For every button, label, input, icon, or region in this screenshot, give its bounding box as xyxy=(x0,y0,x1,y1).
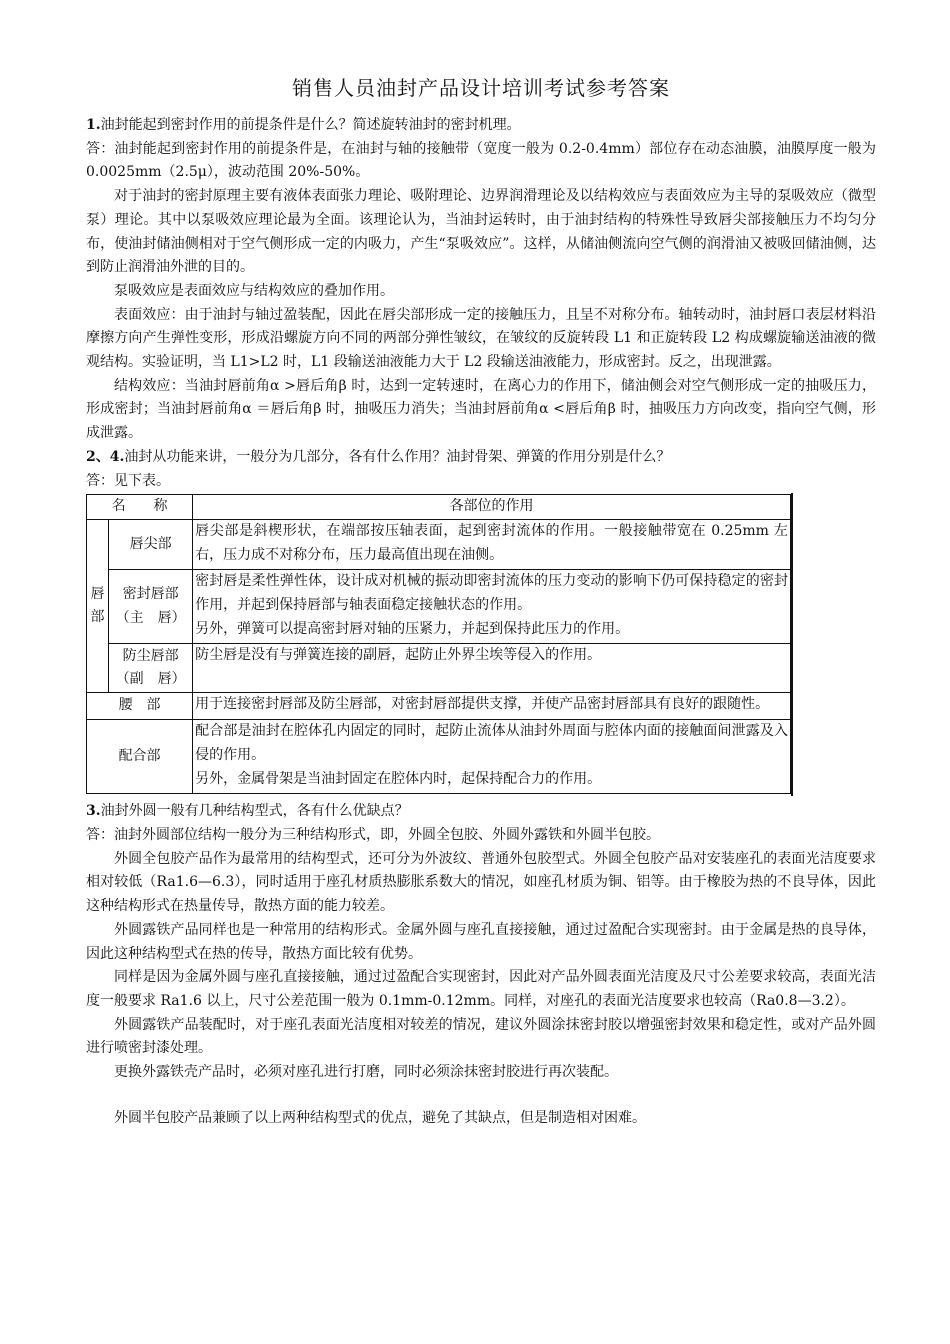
table-row xyxy=(87,720,791,794)
table-row xyxy=(87,519,791,569)
question-1-number: 1. xyxy=(86,117,101,133)
answer-3-para-5: 外圆露铁产品装配时，对于座孔表面光洁度相对较差的情况，建议外圆涂抹密封胶以增强密封效果和稳定性，或对产品外圆进行喷密封漆处理。 xyxy=(86,1016,876,1057)
row-desc xyxy=(193,519,791,569)
parts-table xyxy=(86,494,791,794)
answer-2: 答：见下表。 xyxy=(86,472,170,489)
answer-3-para-2: 外圆全包胶产品作为最常用的结构型式，还可分为外波纹、普通外包胶型式。外圆全包胶产品对安装座孔的表面光洁度要求相对较低（Ra1.6—6.3），同时适用于座孔材质热膨胀系数大的情况，如座孔材质为铜、铝等。由于橡胶为热的不良导体，因此这种结构形式在热量传导，散热方面的能力较差。 xyxy=(86,850,876,915)
row-desc xyxy=(193,693,791,720)
row-name: 腰 部 xyxy=(87,693,193,720)
row-name: 防尘唇部（副 唇） xyxy=(109,644,193,693)
row-desc-line: 配合部是油封在腔体孔内固定的同时，起防止流体从油封外周面与腔体内面的接触面间泄露及入侵的作用。 xyxy=(195,723,788,763)
row-desc xyxy=(193,644,791,693)
row-name: 密封唇部（主 唇） xyxy=(109,570,193,644)
question-1-text: 油封能起到密封作用的前提条件是什么？简述旋转油封的密封机理。 xyxy=(100,117,521,133)
table-row xyxy=(87,570,791,644)
row-name: 唇尖部 xyxy=(109,519,193,569)
lip-group-label: 唇部 xyxy=(90,585,105,625)
row-desc-line: 唇尖部是斜楔形状，在端部按压轴表面，起到密封流体的作用。一般接触带宽在 0.25mm 左右，压力成不对称分布，压力最高值出现在油侧。 xyxy=(195,522,788,563)
page-title: 销售人员油封产品设计培训考试参考答案 xyxy=(292,76,670,100)
row-desc-line: 防尘唇是没有与弹簧连接的副唇，起防止外界尘埃等侵入的作用。 xyxy=(195,647,602,664)
table-row xyxy=(87,693,791,720)
answer-3-para-1: 答：油封外圆部位结构一般分为三种结构形式，即，外圆全包胶、外圆外露铁和外圆半包胶。 xyxy=(86,826,660,843)
answer-1-para-2: 对于油封的密封原理主要有液体表面张力理论、吸附理论、边界润滑理论及以结构效应与表面效应为主导的泵吸效应（微型泵）理论。其中以泵吸效应理论最为全面。该理论认为，当油封运转时，由于油封结构的特殊性导致唇尖部接触压力不均匀分布，使油封储油侧相对于空气侧形成一定的内吸力，产生“泵吸效应”。这样，从储油侧流向空气侧的润滑油又被吸回储油侧，达到防止润滑油外泄的目的。 xyxy=(86,188,876,276)
answer-3-para-7: 外圆半包胶产品兼顾了以上两种结构型式的优点，避免了其缺点，但是制造相对困难。 xyxy=(114,1109,646,1126)
answer-3-para-3: 外圆露铁产品同样也是一种常用的结构形式。金属外圆与座孔直接接触，通过过盈配合实现密封。由于金属是热的良导体，因此这种结构型式在热的传导，散热方面比较有优势。 xyxy=(86,921,876,962)
answer-1-para-5: 结构效应：当油封唇前角α >唇后角β 时，达到一定转速时，在离心力的作用下，储油侧会对空气侧形成一定的抽吸压力，形成密封；当油封唇前角α ＝唇后角β 时，抽吸压力消失；当油封唇前角α <唇后角β 时，抽吸压力方向改变，指向空气侧，形成泄露。 xyxy=(86,377,876,442)
question-3 xyxy=(86,800,876,824)
answer-3-para-6: 更换外露铁壳产品时，必须对座孔进行打磨，同时必须涂抹密封胶进行再次装配。 xyxy=(114,1064,618,1081)
answer-1-para-4: 表面效应：由于油封与轴过盈装配，因此在唇尖部形成一定的接触压力，且呈不对称分布。轴转动时，油封唇口表层材料沿摩擦方向产生弹性变形，形成沿螺旋方向不同的两部分弹性皱纹，在皱纹的反旋转段 L1 和正旋转段 L2 构成螺旋输送油液的微观结构。实验证明，当 L1>L2 时，L1 段输送油液能力大于 L2 段输送油液能力，形成密封。反之，出现泄露。 xyxy=(86,306,876,371)
paragraph-gap xyxy=(86,1085,876,1107)
answer-1-para-3: 泵吸效应是表面效应与结构效应的叠加作用。 xyxy=(114,282,394,299)
answer-1-para-1: 答：油封能起到密封作用的前提条件是，在油封与轴的接触带（宽度一般为 0.2-0.4mm）部位存在动态油膜，油膜厚度一般为 0.0025mm（2.5μ），波动范围 20%-50%。 xyxy=(86,140,876,181)
question-2-text: 油封从功能来讲，一般分为几部分，各有什么作用？油封骨架、弹簧的作用分别是什么？ xyxy=(124,448,671,465)
row-desc xyxy=(193,720,791,794)
table-header-role: 各部位的作用 xyxy=(193,495,791,520)
question-3-text: 油封外圆一般有几种结构型式，各有什么优缺点？ xyxy=(100,803,409,820)
row-desc xyxy=(193,570,791,644)
question-2 xyxy=(86,446,876,470)
row-desc-line: 密封唇是柔性弹性体，设计成对机械的振动即密封流体的压力变动的影响下仍可保持稳定的密封作用，并起到保持唇部与轴表面稳定接触状态的作用。 xyxy=(195,573,788,614)
question-1 xyxy=(86,114,876,138)
row-desc-line: 另外，金属骨架是当油封固定在腔体内时，起保持配合力的作用。 xyxy=(195,770,602,787)
table-row xyxy=(87,644,791,693)
question-3-number: 3. xyxy=(86,803,101,820)
row-desc-line: 另外，弹簧可以提高密封唇对轴的压紧力，并起到保持此压力的作用。 xyxy=(195,620,630,637)
row-desc-line: 用于连接密封唇部及防尘唇部，对密封唇部提供支撑，并使产品密封唇部具有良好的跟随性。 xyxy=(195,696,770,713)
question-2-number: 2、4. xyxy=(86,448,125,465)
answer-3-para-4: 同样是因为金属外圆与座孔直接接触，通过过盈配合实现密封，因此对产品外圆表面光洁度及尺寸公差要求较高，表面光洁度一般要求 Ra1.6 以上，尺寸公差范围一般为 0.1mm-0.12mm。同样，对座孔的表面光洁度要求也较高（Ra0.8—3.2）。 xyxy=(86,969,876,1009)
lip-group-cell xyxy=(87,519,109,693)
table-header-row xyxy=(87,495,791,520)
row-name: 配合部 xyxy=(87,720,193,794)
parts-table-frame xyxy=(86,493,793,796)
table-header-name: 名 称 xyxy=(87,495,193,520)
document-page xyxy=(86,70,876,1130)
